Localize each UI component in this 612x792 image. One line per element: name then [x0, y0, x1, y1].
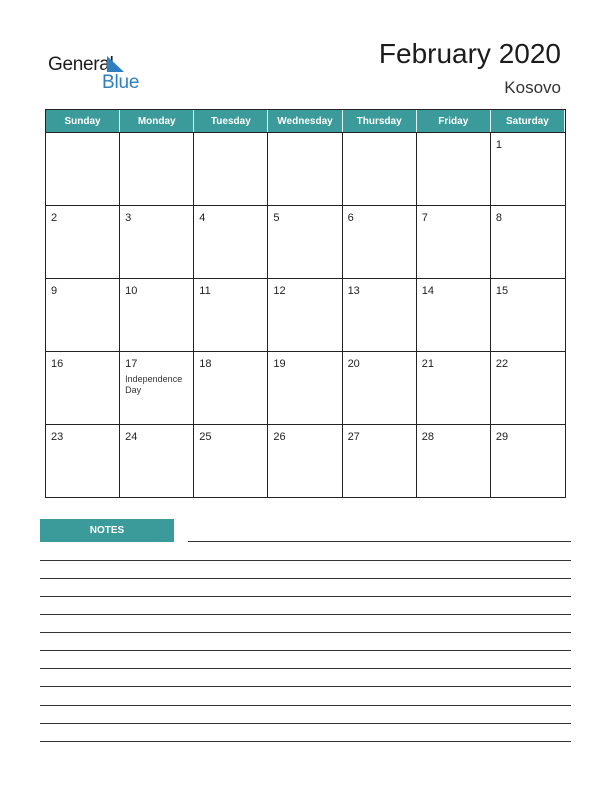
- notes-line: [40, 596, 571, 597]
- day-number: 21: [421, 358, 434, 370]
- notes-line: [188, 541, 571, 542]
- day-number: 20: [347, 358, 360, 370]
- day-cell: [417, 132, 491, 205]
- day-cell: [268, 205, 342, 278]
- calendar-grid: [45, 109, 566, 498]
- weekday-header-monday: Monday: [120, 110, 194, 132]
- day-number: 12: [273, 285, 286, 297]
- day-cell: [491, 278, 565, 351]
- notes-line: [40, 614, 571, 615]
- notes-line: [40, 705, 571, 706]
- day-cell: [343, 351, 417, 424]
- day-number: 2: [51, 212, 58, 224]
- weekday-header-saturday: Saturday: [491, 110, 565, 132]
- day-cell: [46, 132, 120, 205]
- day-number: 17: [125, 358, 138, 370]
- day-cell: [120, 205, 194, 278]
- day-cell: [268, 278, 342, 351]
- day-cell: [417, 205, 491, 278]
- day-number: 3: [125, 212, 132, 224]
- day-cell: [194, 424, 268, 497]
- logo: [48, 54, 158, 94]
- day-number: 11: [199, 285, 211, 297]
- logo-text-blue: Blue: [102, 72, 140, 93]
- day-number: 19: [273, 358, 286, 370]
- day-number: 13: [347, 285, 360, 297]
- notes-line: [40, 650, 571, 651]
- day-cell: [120, 351, 194, 424]
- day-cell: [417, 424, 491, 497]
- day-cell: [491, 132, 565, 205]
- day-number: 14: [421, 285, 434, 297]
- weekday-header-thursday: Thursday: [343, 110, 417, 132]
- day-cell: [46, 351, 120, 424]
- day-number: 27: [347, 431, 360, 443]
- notes-line: [40, 668, 571, 669]
- day-cell: [343, 278, 417, 351]
- day-number: 5: [273, 212, 280, 224]
- day-cell: [268, 132, 342, 205]
- day-number: 22: [495, 358, 509, 370]
- weekday-header-sunday: Sunday: [46, 110, 120, 132]
- day-number: 8: [495, 212, 502, 224]
- day-cell: [417, 278, 491, 351]
- notes-line: [40, 723, 571, 724]
- weekday-header-tuesday: Tuesday: [194, 110, 268, 132]
- day-cell: [194, 351, 268, 424]
- notes-line: [40, 741, 571, 742]
- day-number: 10: [125, 285, 138, 297]
- day-cell: [343, 132, 417, 205]
- day-number: 24: [125, 431, 138, 443]
- notes-line: [40, 578, 571, 579]
- day-cell: [120, 132, 194, 205]
- weekday-header-wednesday: Wednesday: [268, 110, 342, 132]
- day-cell: [491, 424, 565, 497]
- day-number: 15: [495, 285, 509, 297]
- day-cell: [194, 205, 268, 278]
- notes-line: [40, 686, 571, 687]
- day-number: 29: [495, 431, 509, 443]
- day-number: 23: [51, 431, 64, 443]
- day-number: 16: [51, 358, 64, 370]
- weekday-header-friday: Friday: [417, 110, 491, 132]
- notes-label: NOTES: [40, 519, 174, 542]
- day-number: 1: [495, 139, 502, 151]
- day-cell: [268, 351, 342, 424]
- day-cell: [46, 278, 120, 351]
- logo-text-general: General: [48, 54, 114, 75]
- day-cell: [46, 424, 120, 497]
- day-cell: [417, 351, 491, 424]
- day-number: 25: [199, 431, 212, 443]
- day-number: 4: [199, 212, 206, 224]
- day-cell: [343, 424, 417, 497]
- day-cell: [46, 205, 120, 278]
- holiday-label: Independence Day: [125, 374, 183, 395]
- day-number: 7: [421, 212, 428, 224]
- day-number: 18: [199, 358, 212, 370]
- day-number: 26: [273, 431, 286, 443]
- day-cell: [268, 424, 342, 497]
- day-cell: [343, 205, 417, 278]
- day-cell: [120, 278, 194, 351]
- day-cell: [491, 351, 565, 424]
- day-number: 6: [347, 212, 354, 224]
- day-number: 9: [51, 285, 58, 297]
- logo-flag-icon: [107, 56, 124, 72]
- day-number: 28: [421, 431, 434, 443]
- page-subtitle: Kosovo: [504, 78, 561, 97]
- day-cell: [194, 132, 268, 205]
- notes-line: [40, 560, 571, 561]
- day-cell: [491, 205, 565, 278]
- day-cell: [194, 278, 268, 351]
- day-cell: [120, 424, 194, 497]
- notes-line: [40, 632, 571, 633]
- page-title: February 2020: [378, 38, 561, 69]
